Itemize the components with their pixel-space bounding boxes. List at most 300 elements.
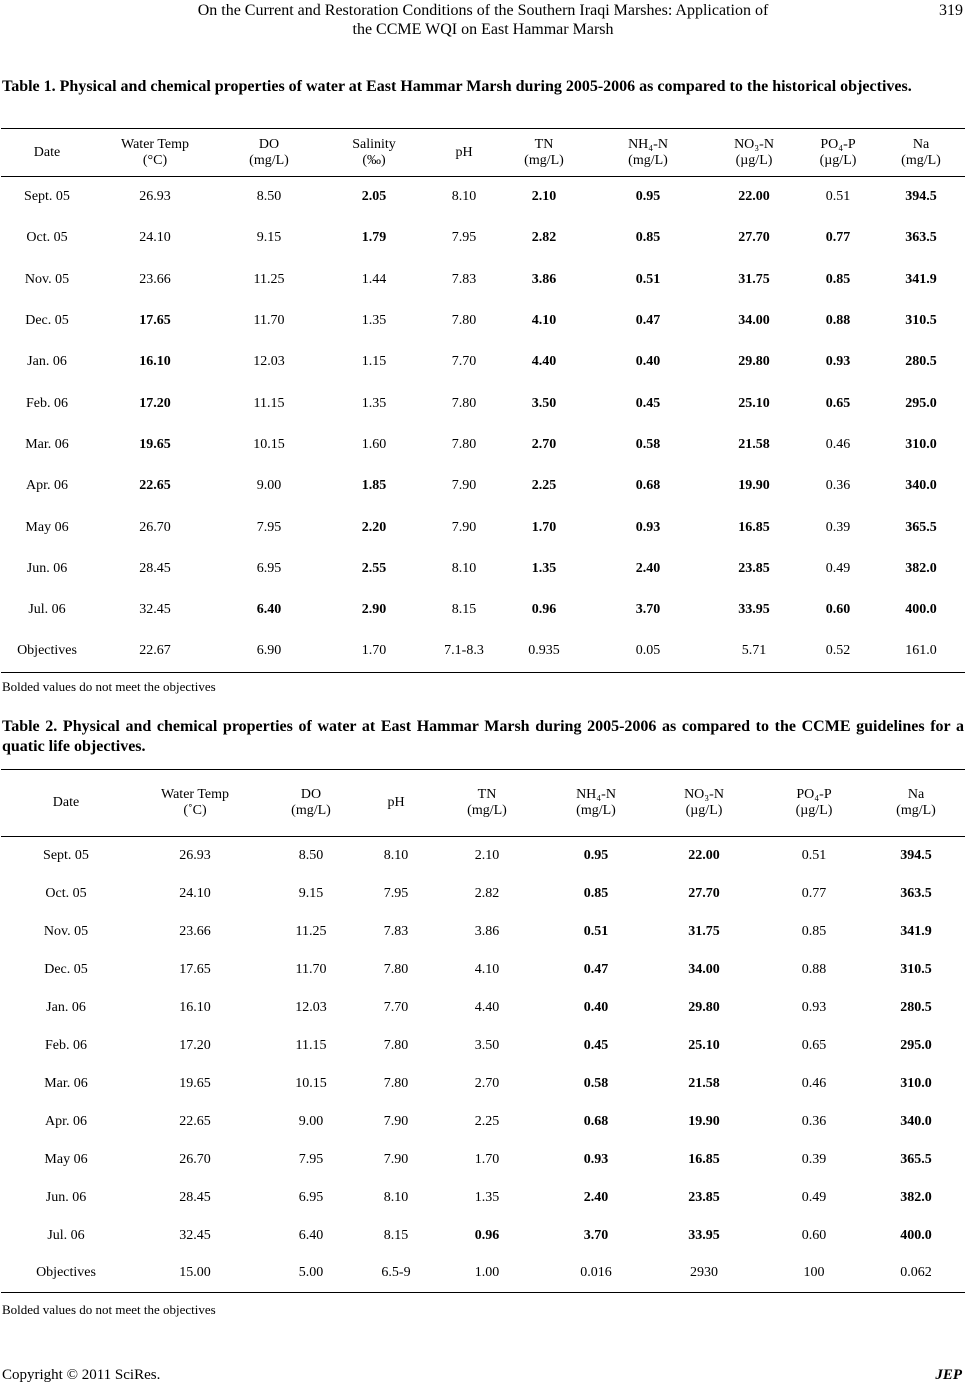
- table1-cell: 0.51: [825, 189, 851, 205]
- table1-cell: 340.0: [905, 478, 937, 494]
- table2-cell: Objectives: [1, 1255, 131, 1293]
- table2-cell: 1.70: [474, 1151, 500, 1167]
- running-title-line-1: On the Current and Restoration Conditions of the Southern Iraqi Marshes: Application of: [197, 2, 769, 19]
- table1-cell: 7.90: [451, 519, 477, 535]
- table2-col-unit: (µg/L): [795, 803, 833, 818]
- table2-cell: 19.90: [688, 1113, 720, 1129]
- table1-cell: 394.5: [905, 189, 937, 205]
- table2-cell: 0.39: [801, 1151, 827, 1167]
- table2-cell: 363.5: [900, 885, 932, 901]
- table2-cell: 28.45: [179, 1189, 211, 1205]
- table2-cell: 0.51: [583, 923, 609, 939]
- table1-row: [1, 218, 965, 259]
- table2-row: [1, 875, 965, 913]
- table1-cell: 26.70: [139, 519, 171, 535]
- table1-cell: 2.55: [361, 560, 387, 576]
- table2-cell: 0.77: [801, 885, 827, 901]
- table2-cell: 0.49: [801, 1189, 827, 1205]
- table2-col-unit: (µg/L): [685, 803, 723, 818]
- table2-cell: 29.80: [688, 999, 720, 1015]
- table2-cell: 1.00: [429, 1255, 545, 1293]
- table2-row: [1, 1027, 965, 1065]
- table2-cell: 23.66: [179, 923, 211, 939]
- table2-cell: 0.47: [583, 961, 609, 977]
- table1-cell: 0.88: [825, 313, 851, 329]
- table1-cell: 0.60: [825, 602, 851, 618]
- table1-cell: Jan. 06: [27, 354, 67, 370]
- table2-cell: 15.00: [131, 1255, 259, 1293]
- table1-col-name: Water Temp: [121, 136, 189, 152]
- table2-row: [1, 837, 965, 875]
- table2-cell: 0.40: [583, 999, 609, 1015]
- table1-cell: 1.60: [361, 436, 387, 452]
- table1-cell: 341.9: [905, 271, 937, 287]
- table2-cell: 0.36: [801, 1113, 827, 1129]
- table2-cell: 2.10: [474, 847, 500, 863]
- table1-cell: 400.0: [905, 602, 937, 618]
- table1-cell: 7.80: [451, 436, 477, 452]
- table2-col-unit: (mg/L): [576, 803, 616, 818]
- table1-cell: Apr. 06: [26, 478, 68, 494]
- table2-cell: 8.15: [383, 1227, 409, 1243]
- table2-cell: 9.00: [298, 1113, 324, 1129]
- table1-cell: 25.10: [738, 395, 770, 411]
- table2-caption: Table 2. Physical and chemical properties of water at East Hammar Marsh during 2005-2006 as compared to the CCME guidelines for a quatic life objectives.: [2, 718, 964, 755]
- table1-col-name: PO₄-P: [820, 136, 856, 152]
- table2-col-header: [131, 770, 259, 837]
- table1-cell: 280.5: [905, 354, 937, 370]
- table2-col-name: TN: [477, 787, 497, 802]
- table1-col-header: [501, 129, 587, 177]
- table2-cell: 33.95: [688, 1227, 720, 1243]
- table2-cell: 0.46: [801, 1075, 827, 1091]
- table1-row: [1, 300, 965, 341]
- table2-cell: 0.85: [801, 923, 827, 939]
- table1-cell: 8.10: [451, 560, 477, 576]
- table2-row: [1, 1179, 965, 1217]
- table2-cell: 32.45: [179, 1227, 211, 1243]
- table1-cell: 8.50: [256, 189, 282, 205]
- table2-cell: 382.0: [900, 1189, 932, 1205]
- table1-cell: Feb. 06: [26, 395, 68, 411]
- table2-cell: 2930: [647, 1255, 761, 1293]
- table2-cell: Feb. 06: [45, 1037, 87, 1053]
- table1-col-unit: (mg/L): [249, 152, 289, 168]
- table1-cell: 0.45: [635, 395, 661, 411]
- table2-col-name: Water Temp: [161, 787, 229, 802]
- table2-cell: 7.80: [383, 1075, 409, 1091]
- table1-cell: 23.85: [738, 560, 770, 576]
- table2-cell: Sept. 05: [43, 847, 89, 863]
- table2-row: [1, 1103, 965, 1141]
- table2-cell: 0.016: [545, 1255, 647, 1293]
- table2-cell: Jan. 06: [46, 999, 86, 1015]
- table2: [1, 769, 965, 1293]
- table1-col-header: [93, 129, 217, 177]
- table1-cell: 0.40: [635, 354, 661, 370]
- table2-cell: 5.00: [259, 1255, 363, 1293]
- table1-col-unit: (mg/L): [524, 152, 564, 168]
- table1-cell: 382.0: [905, 560, 937, 576]
- table1-cell: 2.10: [531, 189, 557, 205]
- table2-body: [1, 837, 965, 1293]
- table1-col-header: [799, 129, 877, 177]
- table1-row: [1, 466, 965, 507]
- table1-cell: 0.49: [825, 560, 851, 576]
- table2-cell: 19.65: [179, 1075, 211, 1091]
- table1-row: [1, 342, 965, 383]
- table2-cell: 21.58: [688, 1075, 720, 1091]
- table1-col-name: Na: [912, 136, 930, 152]
- table2-col-unit: (mg/L): [467, 803, 507, 818]
- table1-cell: 4.10: [531, 313, 557, 329]
- journal-abbreviation: JEP: [935, 1367, 962, 1383]
- table1-cell: 0.96: [531, 602, 557, 618]
- table2-cell: 8.10: [383, 847, 409, 863]
- table1-cell: 24.10: [139, 230, 171, 246]
- table1-cell: Objectives: [1, 631, 93, 672]
- table1-cell: Oct. 05: [26, 230, 68, 246]
- table1-cell: 22.00: [738, 189, 770, 205]
- table2-col-header: [545, 770, 647, 837]
- table1-cell: 16.10: [139, 354, 171, 370]
- table2-cell: Dec. 05: [44, 961, 88, 977]
- table1-cell: 363.5: [905, 230, 937, 246]
- table1-cell: 2.25: [531, 478, 557, 494]
- table1-col-header: [217, 129, 321, 177]
- table1-cell: 0.93: [635, 519, 661, 535]
- table2-cell: 3.86: [474, 923, 500, 939]
- table2-row: [1, 1141, 965, 1179]
- table2-cell: 0.45: [583, 1037, 609, 1053]
- table1-col-unit: (mg/L): [901, 152, 941, 168]
- table2-cell: 100: [761, 1255, 867, 1293]
- table1-cell: 2.90: [361, 602, 387, 618]
- table1-row: [1, 589, 965, 630]
- table1-cell: 0.85: [635, 230, 661, 246]
- table1-cell: 1.70: [531, 519, 557, 535]
- table2-cell: May 06: [44, 1151, 88, 1167]
- table1-col-unit: (‰): [362, 152, 386, 168]
- table2-cell: 7.83: [383, 923, 409, 939]
- table1-col-name: DO: [258, 136, 280, 152]
- table2-cell: 310.0: [900, 1075, 932, 1091]
- table1-cell: 16.85: [738, 519, 770, 535]
- table2-cell: 7.90: [383, 1113, 409, 1129]
- table2-cell: 0.95: [583, 847, 609, 863]
- table1-row: [1, 177, 965, 218]
- table2-col-name: DO: [300, 787, 322, 802]
- table1-cell: Mar. 06: [25, 436, 69, 452]
- table2-cell: 0.65: [801, 1037, 827, 1053]
- table1-cell: 33.95: [738, 602, 770, 618]
- table1-col-name: pH: [455, 144, 473, 160]
- table1-cell: 0.77: [825, 230, 851, 246]
- table2-col-name: Na: [907, 787, 925, 802]
- table2-cell: 340.0: [900, 1113, 932, 1129]
- table1-row: [1, 424, 965, 465]
- table2-cell: 11.70: [295, 961, 327, 977]
- table2-cell: 310.5: [900, 961, 932, 977]
- table2-cell: 4.40: [474, 999, 500, 1015]
- table1-cell: 0.58: [635, 436, 661, 452]
- table1-cell: 1.15: [361, 354, 387, 370]
- table2-cell: Jul. 06: [47, 1227, 85, 1243]
- table2-col-header: [1, 770, 131, 837]
- table2-col-unit: (mg/L): [896, 803, 936, 818]
- table1-cell: 23.66: [139, 271, 171, 287]
- table1-cell: 22.65: [139, 478, 171, 494]
- table2-col-name: Date: [52, 795, 80, 810]
- table2-cell: 295.0: [900, 1037, 932, 1053]
- table2-row: [1, 951, 965, 989]
- table1-cell: 0.39: [825, 519, 851, 535]
- table1-cell: 2.20: [361, 519, 387, 535]
- table1-row: [1, 631, 965, 672]
- table1-cell: 21.58: [738, 436, 770, 452]
- table1-col-name: Date: [33, 144, 61, 160]
- table2-row: [1, 913, 965, 951]
- table2-cell: Nov. 05: [43, 923, 89, 939]
- table2-col-name: NO₃-N: [684, 787, 724, 802]
- table1-cell: 7.70: [451, 354, 477, 370]
- table1-col-header: [427, 129, 501, 177]
- table1-cell: 1.35: [361, 313, 387, 329]
- table1-cell: 365.5: [905, 519, 937, 535]
- table1-cell: 12.03: [253, 354, 285, 370]
- table2-cell: 2.40: [583, 1189, 609, 1205]
- table1-cell: 310.0: [905, 436, 937, 452]
- table1-cell: 1.70: [321, 631, 427, 672]
- table1-row: [1, 383, 965, 424]
- table2-cell: 0.93: [583, 1151, 609, 1167]
- table1: [1, 128, 965, 673]
- table1-col-header: [709, 129, 799, 177]
- table2-cell: 9.15: [298, 885, 324, 901]
- table1-cell: 7.95: [451, 230, 477, 246]
- table1-cell: 0.52: [799, 631, 877, 672]
- table1-caption: Table 1. Physical and chemical properties of water at East Hammar Marsh during 2005-2006 as compared to the historical objectives.: [2, 78, 912, 95]
- table2-cell: 22.65: [179, 1113, 211, 1129]
- table1-cell: 11.70: [253, 313, 285, 329]
- table2-cell: 7.80: [383, 961, 409, 977]
- table2-col-name: pH: [387, 795, 405, 810]
- table1-cell: 1.35: [361, 395, 387, 411]
- table1-row: [1, 507, 965, 548]
- table1-cell: 10.15: [253, 436, 285, 452]
- table1-cell: 7.1-8.3: [427, 631, 501, 672]
- table2-cell: 6.5-9: [363, 1255, 429, 1293]
- table1-cell: Sept. 05: [24, 189, 70, 205]
- table1-cell: 0.51: [635, 271, 661, 287]
- table1-col-name: Salinity: [352, 136, 396, 152]
- table2-cell: 7.80: [383, 1037, 409, 1053]
- table2-cell: 0.062: [867, 1255, 965, 1293]
- table1-cell: 0.47: [635, 313, 661, 329]
- table1-cell: 19.90: [738, 478, 770, 494]
- table1-cell: 295.0: [905, 395, 937, 411]
- table2-cell: 365.5: [900, 1151, 932, 1167]
- table1-cell: 32.45: [139, 602, 171, 618]
- table2-cell: 280.5: [900, 999, 932, 1015]
- table2-col-header: [429, 770, 545, 837]
- table2-col-header: [647, 770, 761, 837]
- table1-cell: Dec. 05: [25, 313, 69, 329]
- table1-cell: 19.65: [139, 436, 171, 452]
- table1-cell: 4.40: [531, 354, 557, 370]
- table1-cell: 29.80: [738, 354, 770, 370]
- table1-cell: 17.65: [139, 313, 171, 329]
- page-number: 319: [939, 2, 963, 19]
- table2-row: [1, 1065, 965, 1103]
- table2-cell: Jun. 06: [45, 1189, 87, 1205]
- table2-col-unit: (˚C): [183, 803, 207, 818]
- table1-cell: 6.90: [217, 631, 321, 672]
- table1-cell: 0.46: [825, 436, 851, 452]
- table2-col-header: [867, 770, 965, 837]
- running-title-line-2: the CCME WQI on East Hammar Marsh: [352, 21, 614, 38]
- table2-cell: 3.50: [474, 1037, 500, 1053]
- table2-cell: 24.10: [179, 885, 211, 901]
- table2-cell: 23.85: [688, 1189, 720, 1205]
- table2-cell: 7.90: [383, 1151, 409, 1167]
- table2-cell: 8.50: [298, 847, 324, 863]
- table2-cell: 8.10: [383, 1189, 409, 1205]
- table1-cell: 3.70: [635, 602, 661, 618]
- table1-cell: 0.935: [501, 631, 587, 672]
- table1-col-header: [1, 129, 93, 177]
- table1-col-name: NO₃-N: [734, 136, 774, 152]
- table1-cell: 1.35: [531, 560, 557, 576]
- table2-cell: 0.88: [801, 961, 827, 977]
- table1-cell: 7.80: [451, 313, 477, 329]
- table1-col-name: NH₄-N: [628, 136, 668, 152]
- table2-cell: 3.70: [583, 1227, 609, 1243]
- table1-cell: 310.5: [905, 313, 937, 329]
- table2-col-header: [761, 770, 867, 837]
- table2-cell: Apr. 06: [45, 1113, 87, 1129]
- table2-row: [1, 1255, 965, 1293]
- table1-cell: 22.67: [93, 631, 217, 672]
- table1-cell: 27.70: [738, 230, 770, 246]
- table1-col-header: [321, 129, 427, 177]
- table1-cell: Jul. 06: [28, 602, 66, 618]
- table1-cell: 1.85: [361, 478, 387, 494]
- table1-cell: 8.15: [451, 602, 477, 618]
- table2-cell: 22.00: [688, 847, 720, 863]
- table1-cell: 161.0: [877, 631, 965, 672]
- table1-cell: 0.95: [635, 189, 661, 205]
- table2-cell: 0.68: [583, 1113, 609, 1129]
- table2-cell: 400.0: [900, 1227, 932, 1243]
- table1-body: [1, 177, 965, 673]
- table1-cell: 5.71: [709, 631, 799, 672]
- table1-cell: 3.50: [531, 395, 557, 411]
- table2-cell: 0.93: [801, 999, 827, 1015]
- table2-cell: 26.93: [179, 847, 211, 863]
- table1-col-header: [587, 129, 709, 177]
- table1-cell: 17.20: [139, 395, 171, 411]
- table1-cell: 9.00: [256, 478, 282, 494]
- table1-cell: 28.45: [139, 560, 171, 576]
- table1-cell: Nov. 05: [24, 271, 70, 287]
- table1-col-unit: (µg/L): [819, 152, 857, 168]
- table2-cell: 27.70: [688, 885, 720, 901]
- table2-cell: 16.85: [688, 1151, 720, 1167]
- table2-cell: 1.35: [474, 1189, 500, 1205]
- table2-cell: 0.85: [583, 885, 609, 901]
- table1-cell: 26.93: [139, 189, 171, 205]
- table2-header-row: [1, 770, 965, 837]
- table1-cell: 2.05: [361, 189, 387, 205]
- table2-cell: 34.00: [688, 961, 720, 977]
- table1-cell: 2.40: [635, 560, 661, 576]
- table2-cell: 2.25: [474, 1113, 500, 1129]
- table2-col-unit: (mg/L): [291, 803, 331, 818]
- table1-row: [1, 259, 965, 300]
- table1-cell: 2.82: [531, 230, 557, 246]
- table2-cell: 6.95: [298, 1189, 324, 1205]
- table1-cell: 11.15: [253, 395, 285, 411]
- table2-cell: 394.5: [900, 847, 932, 863]
- table2-cell: 31.75: [688, 923, 720, 939]
- running-header: [0, 0, 966, 44]
- table1-cell: 34.00: [738, 313, 770, 329]
- table2-row: [1, 989, 965, 1027]
- table2-cell: 0.58: [583, 1075, 609, 1091]
- table2-cell: 17.20: [179, 1037, 211, 1053]
- table1-col-unit: (µg/L): [735, 152, 773, 168]
- table2-cell: Oct. 05: [45, 885, 87, 901]
- table2-cell: 0.96: [474, 1227, 500, 1243]
- table1-cell: 6.95: [256, 560, 282, 576]
- table1-cell: 2.70: [531, 436, 557, 452]
- table1-cell: 31.75: [738, 271, 770, 287]
- table1-col-name: TN: [534, 136, 554, 152]
- table2-col-header: [363, 770, 429, 837]
- table1-cell: 0.05: [587, 631, 709, 672]
- table2-cell: 11.25: [295, 923, 327, 939]
- table1-header-row: [1, 129, 965, 177]
- table2-col-name: PO₄-P: [796, 787, 832, 802]
- table1-cell: Jun. 06: [26, 560, 68, 576]
- table2-cell: 10.15: [295, 1075, 327, 1091]
- table1-cell: 1.79: [361, 230, 387, 246]
- table1-cell: 7.95: [256, 519, 282, 535]
- table2-cell: Mar. 06: [44, 1075, 88, 1091]
- table2-row: [1, 1217, 965, 1255]
- table2-cell: 12.03: [295, 999, 327, 1015]
- table1-cell: 0.65: [825, 395, 851, 411]
- table1-col-unit: (°C): [142, 152, 168, 168]
- table1-cell: 7.90: [451, 478, 477, 494]
- table1-cell: 0.85: [825, 271, 851, 287]
- table1-cell: 7.80: [451, 395, 477, 411]
- table1-note: Bolded values do not meet the objectives: [2, 679, 216, 694]
- table1-cell: 11.25: [253, 271, 285, 287]
- table2-col-header: [259, 770, 363, 837]
- table2-cell: 7.70: [383, 999, 409, 1015]
- table2-col-name: NH₄-N: [576, 787, 616, 802]
- table2-cell: 7.95: [298, 1151, 324, 1167]
- table1-col-header: [877, 129, 965, 177]
- table1-cell: 0.93: [825, 354, 851, 370]
- table2-cell: 0.60: [801, 1227, 827, 1243]
- table1-cell: 1.44: [361, 271, 387, 287]
- table1-cell: 0.36: [825, 478, 851, 494]
- copyright-notice: Copyright © 2011 SciRes.: [2, 1367, 161, 1383]
- table2-cell: 2.82: [474, 885, 500, 901]
